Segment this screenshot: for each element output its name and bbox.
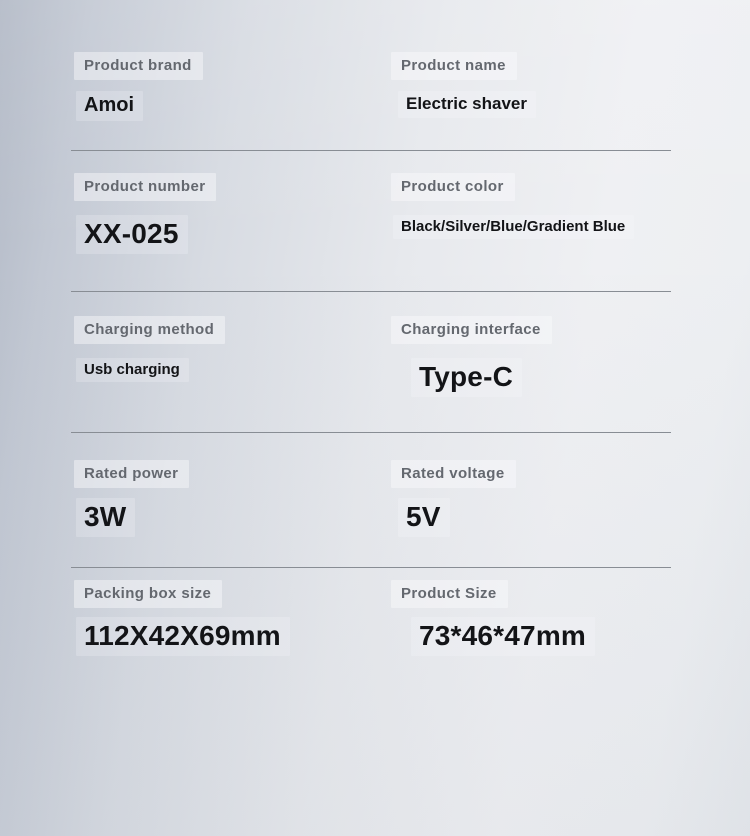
spec-cell-rated-power bbox=[0, 465, 400, 567]
spec-cell-product-size bbox=[400, 585, 750, 836]
spec-value-rated-voltage: 5V bbox=[398, 498, 450, 537]
spec-label-product-name: Product name bbox=[391, 52, 517, 80]
spec-label-product-brand: Product brand bbox=[74, 52, 203, 80]
spec-value-rated-power: 3W bbox=[76, 498, 135, 537]
spec-cell-rated-voltage bbox=[400, 465, 750, 567]
spec-cell-packing-box-size bbox=[0, 585, 400, 836]
spec-row-size bbox=[0, 568, 750, 836]
spec-cell-product-color bbox=[400, 178, 750, 291]
spec-row-rated bbox=[0, 433, 750, 567]
spec-label-rated-voltage: Rated voltage bbox=[391, 460, 516, 488]
spec-label-charging-interface: Charging interface bbox=[391, 316, 552, 344]
spec-value-product-name: Electric shaver bbox=[398, 91, 536, 118]
spec-value-product-number: XX-025 bbox=[76, 215, 188, 254]
spec-cell-charging-method bbox=[0, 321, 400, 432]
spec-label-product-color: Product color bbox=[391, 173, 515, 201]
spec-cell-product-number bbox=[0, 178, 400, 291]
spec-row-number-color bbox=[0, 151, 750, 291]
spec-cell-product-brand bbox=[0, 57, 400, 150]
spec-cell-charging-interface bbox=[400, 321, 750, 432]
spec-value-product-color: Black/Silver/Blue/Gradient Blue bbox=[393, 215, 634, 239]
spec-value-charging-method: Usb charging bbox=[76, 358, 189, 382]
spec-value-packing-box-size: 112X42X69mm bbox=[76, 617, 290, 656]
spec-label-charging-method: Charging method bbox=[74, 316, 225, 344]
spec-row-brand-name bbox=[0, 0, 750, 150]
spec-value-product-brand: Amoi bbox=[76, 91, 143, 121]
spec-label-packing-box-size: Packing box size bbox=[74, 580, 222, 608]
spec-label-product-number: Product number bbox=[74, 173, 216, 201]
spec-value-charging-interface: Type-C bbox=[411, 358, 522, 397]
spec-label-rated-power: Rated power bbox=[74, 460, 189, 488]
spec-row-charging bbox=[0, 292, 750, 432]
spec-cell-product-name bbox=[400, 57, 750, 150]
spec-label-product-size: Product Size bbox=[391, 580, 508, 608]
spec-value-product-size: 73*46*47mm bbox=[411, 617, 595, 656]
